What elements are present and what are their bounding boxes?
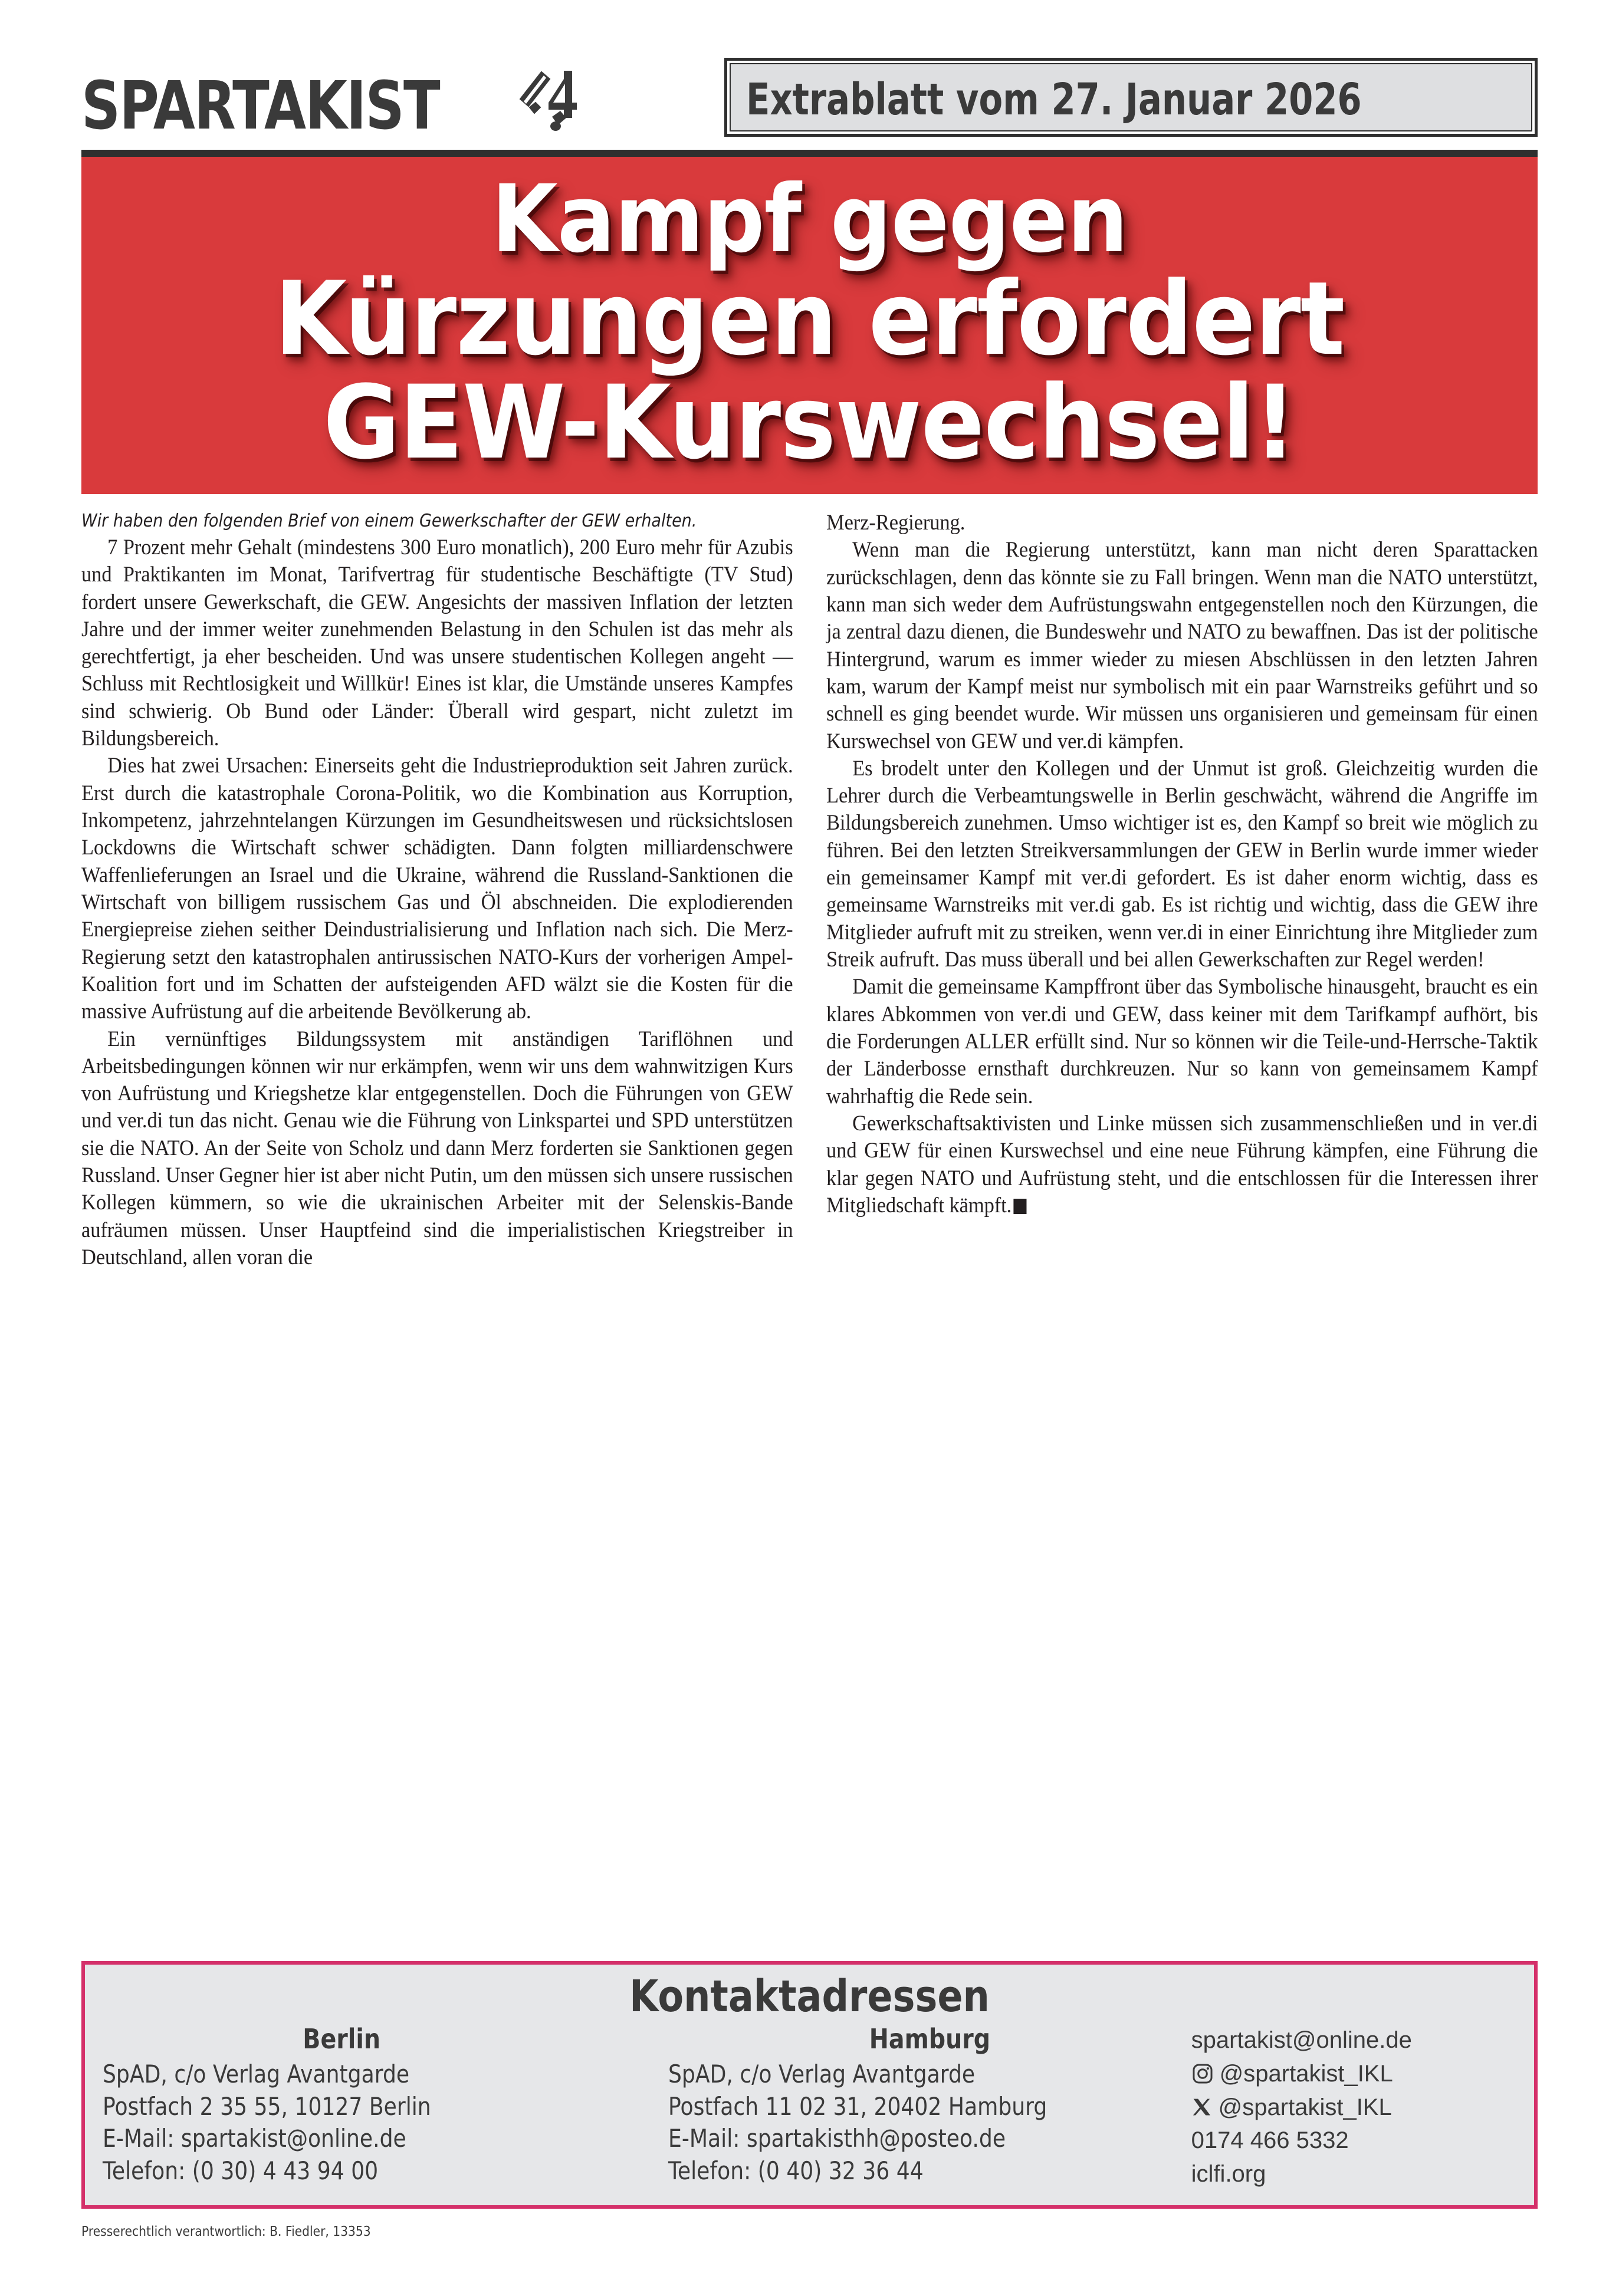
article-paragraph-text: Gewerkschaftsaktivisten und Linke müssen sich zusammenschließen und in ver.di und GEW für einen Kurswechsel und eine neue Führung kämpfen, eine Führung die klar gegen NATO und Aufrüstung steht, und die entschlossen für die Interessen ihrer Mitgliedschaft kämpft.	[826, 1111, 1538, 1218]
contact-phone-berlin: Telefon: (0 30) 4 43 94 00	[103, 2156, 379, 2185]
contact-x-handle: @spartakist_IKL	[1218, 2094, 1392, 2120]
contact-line: Postfach 2 35 55, 10127 Berlin	[103, 2091, 431, 2121]
contact-mobile-phone-text: 0174 466 5332	[1191, 2127, 1349, 2154]
contact-box-title: Kontaktadressen	[629, 1971, 990, 2022]
headline-banner	[81, 157, 1538, 494]
article-lede: Wir haben den folgenden Brief von einem Gewerkschafter der GEW erhalten.	[81, 511, 697, 532]
dateline-inner	[730, 63, 1532, 131]
contact-hamburg	[668, 2024, 1191, 2187]
contact-line: Postfach 11 02 31, 20402 Hamburg	[668, 2091, 1047, 2121]
instagram-icon	[1191, 2063, 1214, 2085]
contact-website[interactable]	[1191, 2157, 1516, 2191]
headline-line-2: Kürzungen erfordert	[274, 259, 1345, 379]
headline-line-1: Kampf gegen	[491, 165, 1128, 274]
contact-website-text: iclfi.org	[1191, 2161, 1266, 2188]
headline-line-3: GEW-Kurswechsel!	[323, 363, 1296, 482]
hammer-brush-four-logo-icon	[515, 68, 586, 132]
contact-online	[1191, 2024, 1516, 2191]
contact-city-hamburg: Hamburg	[869, 2023, 990, 2055]
end-of-article-mark	[1013, 1199, 1026, 1214]
contact-instagram-handle: @spartakist_IKL	[1219, 2060, 1393, 2087]
contact-columns	[103, 2024, 1516, 2191]
contact-email-main-text: spartakist@online.de	[1191, 2027, 1412, 2054]
contact-line: SpAD, c/o Verlag Avantgarde	[668, 2059, 975, 2088]
dateline-box	[724, 58, 1538, 137]
article-column-left	[81, 509, 793, 1271]
imprint-line: Presserechtlich verantwortlich: B. Fiedler, 13353	[81, 2224, 371, 2239]
contact-instagram[interactable]	[1191, 2057, 1516, 2091]
article-columns	[81, 494, 1538, 1271]
article-paragraph: Damit die gemeinsame Kampffront über das Symbolische hinausgeht, braucht es ein klares Abkommen von ver.di und GEW, dass keiner mit dem Tarifkampf aufhört, bis die Forderungen ALLER erfüllt sind. Nur so können wir die Teile-und-Herrsche-Taktik der Länderbosse ernsthaft durchkreuzen. Nur so kann von gemeinsamem Kampf wahrhaftig die Rede sein.	[826, 975, 1538, 1108]
contact-x[interactable]	[1191, 2091, 1516, 2124]
contact-box	[81, 1961, 1538, 2209]
article-paragraph-last	[826, 1110, 1538, 1219]
contact-email-hamburg[interactable]: E-Mail: spartakisthh@posteo.de	[668, 2124, 1006, 2153]
publication-title: SPARTAKIST	[81, 67, 440, 144]
article-paragraph: Es brodelt unter den Kollegen und der Unmut ist groß. Gleichzeitig wurden die Lehrer durch die Verbeamtungswelle in Berlin geschwächt, während die Angriffe im Bildungsbereich zunehmen. Umso wichtiger ist es, den Kampf so breit wie möglich zu führen. Bei den letzten Streikversammlungen der GEW in Berlin wurde immer wieder ein gemeinsamer Kampf mit ver.di gefordert. Es ist daher enorm wichtig, dass es gemeinsame Warnstreiks mit ver.di gab. Es ist richtig und wichtig, dass die GEW ihre Mitglieder aufruft mit zu streiken, wenn ver.di in einer Einrichtung ihre Mitglieder zum Streik aufruft. Das muss überall und bei allen Gewerkschaften zur Regel werden!	[826, 756, 1538, 972]
x-twitter-icon	[1191, 2097, 1213, 2118]
contact-mobile-phone	[1191, 2124, 1516, 2157]
contact-berlin	[103, 2024, 668, 2187]
article-paragraph: Ein vernünftiges Bildungssystem mit anständigen Tariflöhnen und Arbeitsbedingungen können wir nur erkämpfen, wenn wir uns dem wahnwitzigen Kurs von Aufrüstung und Kriegshetze klar entgegenstellen. Doch die Führungen von GEW und ver.di tun das nicht. Genau wie die Führung von Linkspartei und SPD unterstützen sie die NATO. An der Seite von Scholz und dann Merz forderten sie Sanktionen gegen Russland. Unser Gegner hier ist aber nicht Putin, um den müssen sich unsere russischen Kollegen kümmern, so wie die ukrainischen Arbeiter mit der Selenskis-Bande aufräumen müssen. Unser Hauptfeind sind die imperialistischen Kriegstreiber in Deutschland, allen voran die	[81, 1027, 793, 1270]
masthead-rule	[81, 150, 1538, 157]
contact-email-main[interactable]	[1191, 2024, 1516, 2057]
publication-logo	[81, 68, 586, 147]
masthead	[81, 0, 1538, 147]
contact-city-berlin: Berlin	[303, 2023, 381, 2055]
article-paragraph: 7 Prozent mehr Gehalt (mindestens 300 Euro monatlich), 200 Euro mehr für Azubis und Praktikanten im Monat, Tarifvertrag für studentische Beschäftigte (TV Stud) fordert unsere Gewerkschaft, die GEW. Angesichts der massiven Inflation der letzten Jahre und der immer weiter zunehmenden Belastung in den Schulen ist das mehr als gerechtfertigt, ja eher bescheiden. Und was unsere studentischen Kollegen angeht — Schluss mit Rechtlosigkeit und Willkür! Eines ist klar, die Umstände unseres Kampfes sind schwierig. Ob Bund oder Länder: Überall wird gespart, nicht zuletzt im Bildungsbereich.	[81, 535, 793, 751]
dateline-text: Extrablatt vom 27. Januar 2026	[746, 74, 1362, 125]
article-column-right	[826, 509, 1538, 1271]
contact-email-berlin[interactable]: E-Mail: spartakist@online.de	[103, 2124, 406, 2153]
article-paragraph: Merz-Regierung.	[826, 511, 965, 535]
contact-line: SpAD, c/o Verlag Avantgarde	[103, 2059, 410, 2088]
article-paragraph: Dies hat zwei Ursachen: Einerseits geht die Industrieproduktion seit Jahren zurück. Erst durch die katastrophale Corona-Politik, wo die Kombination aus Korruption, Inkompetenz, jahrzehntelangen Kürzungen im Gesundheitswesen und rücksichtslosen Lockdowns die Wirtschaft schwer schädigten. Dann folgten milliardenschwere Waffenlieferungen an Israel und die Ukraine, während die Russland-Sanktionen die Wirtschaft von billigem russischem Gas und Öl abschneiden. Die explodierenden Energiepreise ziehen seither Deindustrialisierung und Inflation nach sich. Die Merz-Regierung setzt den katastrophalen antirussischen NATO-Kurs der vorherigen Ampel-Koalition fort und im Schatten der aufsteigenden AFD wälzt sie die Kosten für die massive Aufrüstung auf die arbeitende Bevölkerung ab.	[81, 754, 793, 1024]
contact-phone-hamburg: Telefon: (0 40) 32 36 44	[668, 2156, 924, 2185]
article-paragraph: Wenn man die Regierung unterstützt, kann man nicht deren Sparattacken zurückschlagen, denn das könnte sie zu Fall bringen. Wenn man die NATO unterstützt, kann man sich weder dem Aufrüstungswahn entgegenstellen noch den Kürzungen, die ja zentral dazu dienen, die Bundeswehr und NATO zu bewaffnen. Das ist der politische Hintergrund, warum es immer wieder zu miesen Abschlüssen in den letzten Jahren kam, warum der Kampf meist nur symbolisch mit ein paar Warnstreiks geführt und so schnell es ging beendet wurde. Wir müssen uns organisieren und gemeinsam für einen Kurswechsel von GEW und ver.di kämpfen.	[826, 538, 1538, 754]
